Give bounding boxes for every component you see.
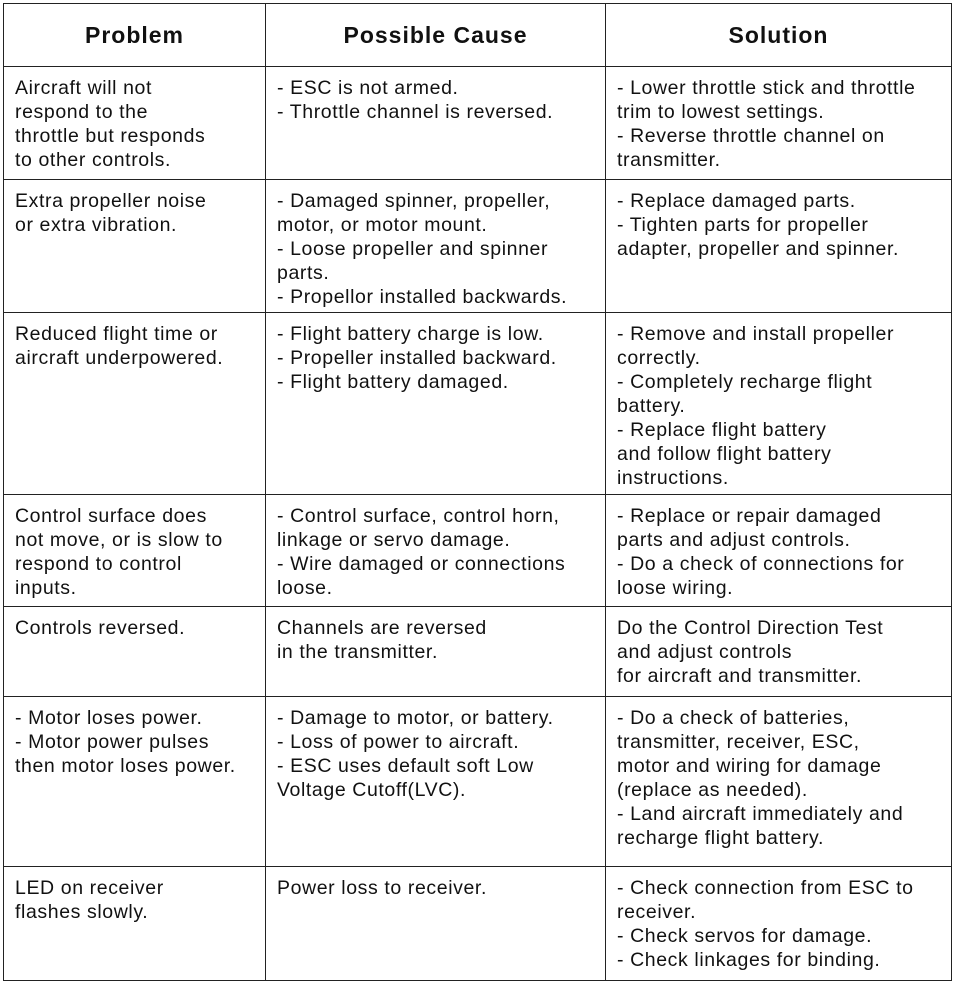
table-row: [4, 67, 952, 180]
troubleshooting-table: [3, 3, 952, 981]
problem-cell: Reduced flight time or aircraft underpowered.: [4, 313, 266, 495]
header-row: [4, 4, 952, 67]
problem-cell: Controls reversed.: [4, 607, 266, 697]
solution-cell: Do the Control Direction Test and adjust controls for aircraft and transmitter.: [606, 607, 952, 697]
table-row: [4, 180, 952, 313]
problem-cell: Control surface does not move, or is slow to respond to control inputs.: [4, 495, 266, 607]
cause-cell: - ESC is not armed. - Throttle channel is reversed.: [266, 67, 606, 180]
problem-cell: Aircraft will not respond to the throttle but responds to other controls.: [4, 67, 266, 180]
solution-cell: - Remove and install propeller correctly. - Completely recharge flight battery. - Replace flight battery and follow flight battery instructions.: [606, 313, 952, 495]
solution-cell: - Replace damaged parts. - Tighten parts for propeller adapter, propeller and spinner.: [606, 180, 952, 313]
cause-cell: - Damaged spinner, propeller, motor, or motor mount. - Loose propeller and spinner parts. - Propellor installed backwards.: [266, 180, 606, 313]
cause-cell: Channels are reversed in the transmitter.: [266, 607, 606, 697]
header-solution: Solution: [606, 4, 952, 67]
table-row: [4, 697, 952, 867]
cause-cell: - Damage to motor, or battery. - Loss of power to aircraft. - ESC uses default soft Low Voltage Cutoff(LVC).: [266, 697, 606, 867]
cause-cell: - Control surface, control horn, linkage or servo damage. - Wire damaged or connections loose.: [266, 495, 606, 607]
table-row: [4, 313, 952, 495]
table-row: [4, 495, 952, 607]
solution-cell: - Replace or repair damaged parts and adjust controls. - Do a check of connections for loose wiring.: [606, 495, 952, 607]
header-problem: Problem: [4, 4, 266, 67]
problem-cell: LED on receiver flashes slowly.: [4, 867, 266, 981]
solution-cell: - Check connection from ESC to receiver. - Check servos for damage. - Check linkages for binding.: [606, 867, 952, 981]
table-row: [4, 867, 952, 981]
problem-cell: Extra propeller noise or extra vibration.: [4, 180, 266, 313]
solution-cell: - Lower throttle stick and throttle trim to lowest settings. - Reverse throttle channel on transmitter.: [606, 67, 952, 180]
cause-cell: Power loss to receiver.: [266, 867, 606, 981]
header-possible-cause: Possible Cause: [266, 4, 606, 67]
table-row: [4, 607, 952, 697]
solution-cell: - Do a check of batteries, transmitter, receiver, ESC, motor and wiring for damage (replace as needed). - Land aircraft immediately and recharge flight battery.: [606, 697, 952, 867]
cause-cell: - Flight battery charge is low. - Propeller installed backward. - Flight battery damaged.: [266, 313, 606, 495]
problem-cell: - Motor loses power. - Motor power pulses then motor loses power.: [4, 697, 266, 867]
